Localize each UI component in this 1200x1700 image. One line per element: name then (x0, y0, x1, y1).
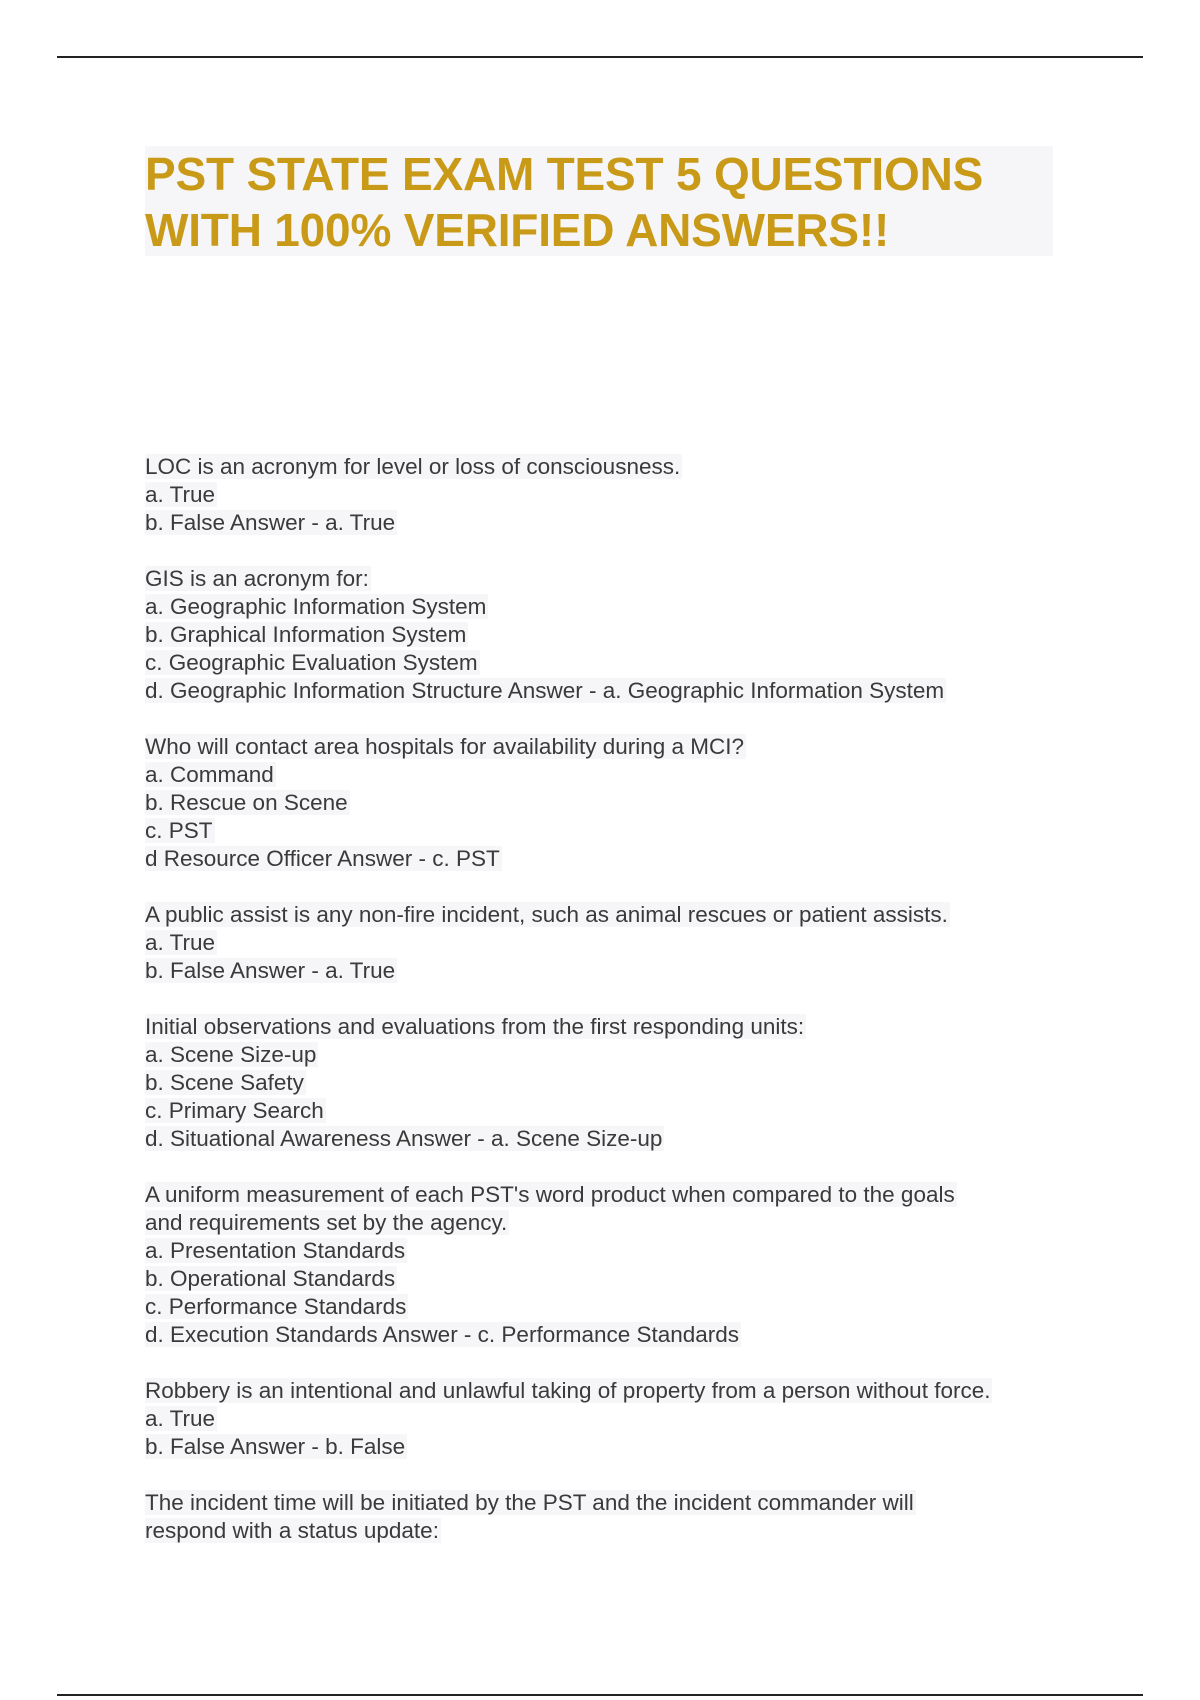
question-text: Who will contact area hospitals for availability during a MCI? (145, 734, 745, 759)
title-line-2: WITH 100% VERIFIED ANSWERS!! (145, 204, 890, 256)
answer-option: b. Scene Safety (145, 1070, 304, 1095)
question-item-3 (145, 733, 1075, 873)
answer-option: d. Situational Awareness Answer - a. Scene Size-up (145, 1126, 663, 1151)
answer-option: b. False Answer - a. True (145, 510, 396, 535)
answer-option: a. Geographic Information System (145, 594, 487, 619)
answer-option: b. Operational Standards (145, 1266, 396, 1291)
answer-option: d. Execution Standards Answer - c. Performance Standards (145, 1322, 740, 1347)
question-item-1 (145, 453, 1075, 537)
answer-option: a. Presentation Standards (145, 1238, 406, 1263)
answer-option: b. False Answer - a. True (145, 958, 396, 983)
question-text: A uniform measurement of each PST's word product when compared to the goals (145, 1182, 955, 1207)
question-item-5 (145, 1013, 1075, 1153)
question-list (145, 453, 1075, 1573)
question-text: The incident time will be initiated by the PST and the incident commander will (145, 1490, 914, 1515)
answer-option: c. Performance Standards (145, 1294, 407, 1319)
answer-option: c. Primary Search (145, 1098, 324, 1123)
answer-option: c. PST (145, 818, 213, 843)
title-line-1: PST STATE EXAM TEST 5 QUESTIONS (145, 148, 984, 200)
answer-option: b. Rescue on Scene (145, 790, 348, 815)
question-text: GIS is an acronym for: (145, 566, 369, 591)
question-item-8 (145, 1489, 1075, 1545)
answer-option: a. Scene Size-up (145, 1042, 317, 1067)
answer-option: b. Graphical Information System (145, 622, 467, 647)
answer-option: b. False Answer - b. False (145, 1434, 406, 1459)
question-text: respond with a status update: (145, 1518, 439, 1543)
question-text: A public assist is any non-fire incident, such as animal rescues or patient assists. (145, 902, 948, 927)
question-text: LOC is an acronym for level or loss of consciousness. (145, 454, 681, 479)
answer-option: d. Geographic Information Structure Answer - a. Geographic Information System (145, 678, 945, 703)
answer-option: d Resource Officer Answer - c. PST (145, 846, 500, 871)
answer-option: a. True (145, 930, 216, 955)
question-item-6 (145, 1181, 1075, 1349)
question-item-4 (145, 901, 1075, 985)
question-text: and requirements set by the agency. (145, 1210, 508, 1235)
question-text: Robbery is an intentional and unlawful taking of property from a person without force. (145, 1378, 991, 1403)
top-divider (57, 56, 1143, 58)
question-text: Initial observations and evaluations from the first responding units: (145, 1014, 805, 1039)
document-title (145, 146, 1053, 256)
answer-option: c. Geographic Evaluation System (145, 650, 478, 675)
question-item-2 (145, 565, 1075, 705)
bottom-divider (57, 1694, 1143, 1696)
answer-option: a. True (145, 1406, 216, 1431)
answer-option: a. Command (145, 762, 274, 787)
answer-option: a. True (145, 482, 216, 507)
question-item-7 (145, 1377, 1075, 1461)
